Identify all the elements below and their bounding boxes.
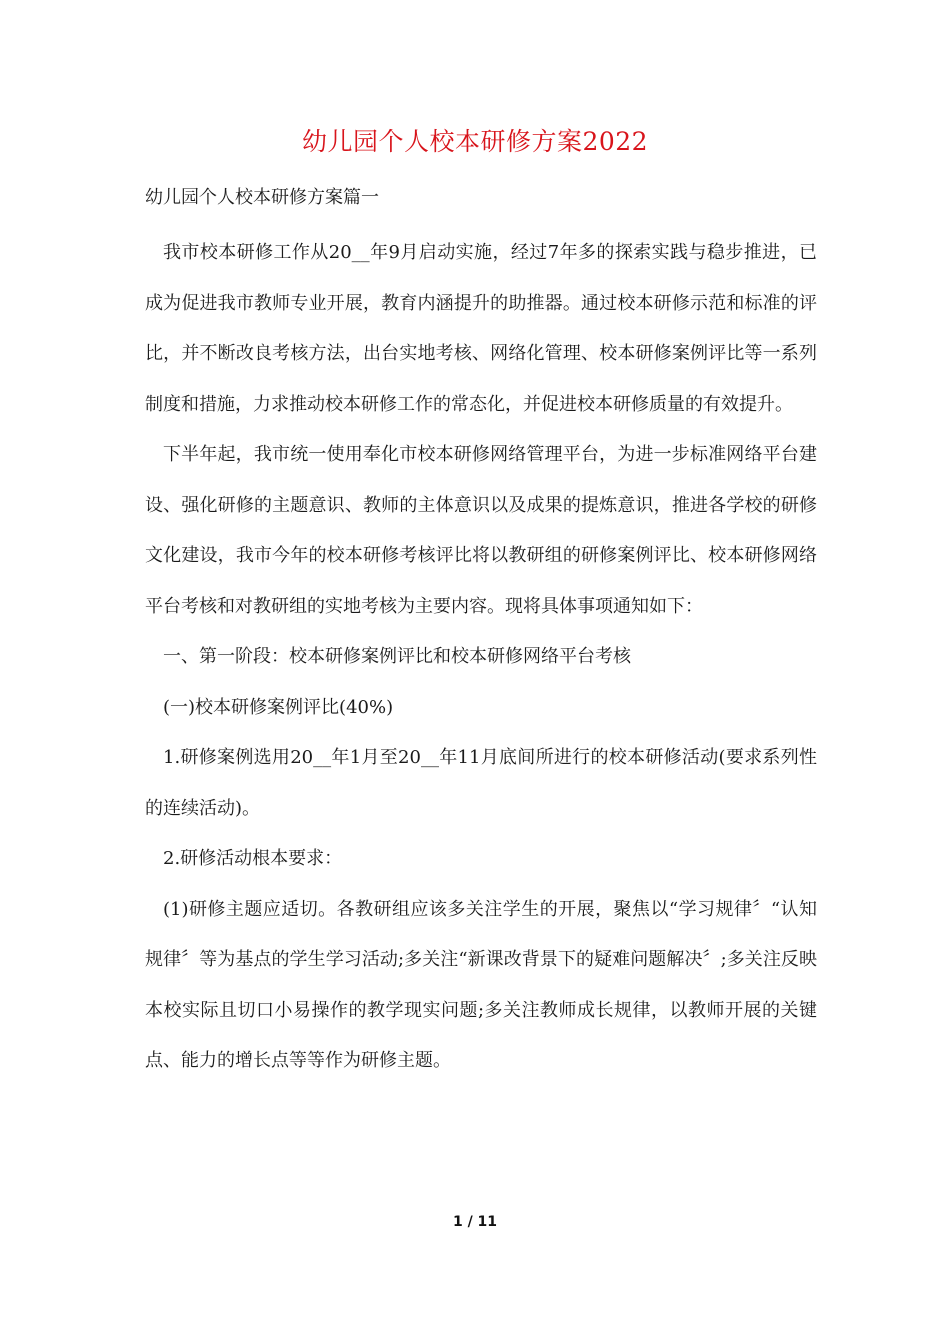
page-indicator: 1 / 11 [452,1214,498,1230]
paragraph: 1.研修案例选用20__年1月至20__年11月底间所进行的校本研修活动(要求系列性的连续活动)。 [145,747,817,819]
document-body [145,180,817,1087]
section-heading: 幼儿园个人校本研修方案篇一 [145,187,379,208]
document-title: 幼儿园个人校本研修方案2022 [301,127,649,156]
paragraph: 下半年起，我市统一使用奉化市校本研修网络管理平台，为进一步标准网络平台建设、强化研修的主题意识、教师的主体意识以及成果的提炼意识，推进各学校的研修文化建设，我市今年的校本研修考核评比将以教研组的研修案例评比、校本研修网络平台考核和对教研组的实地考核为主要内容。现将具体事项通知如下： [145,444,817,617]
paragraph: 2.研修活动根本要求： [163,848,343,869]
paragraph: (一)校本研修案例评比(40%) [163,696,394,718]
paragraph: (1)研修主题应适切。各教研组应该多关注学生的开展，聚焦以“学习规律〞“认知规律〞等为基点的学生学习活动;多关注“新课改背景下的疑难问题解决〞;多关注反映本校实际且切口小易操作的教学现实问题;多关注教师成长规律，以教师开展的关键点、能力的增长点等等作为研修主题。 [145,898,817,1071]
paragraph: 我市校本研修工作从20__年9月启动实施，经过7年多的探索实践与稳步推进，已成为促进我市教师专业开展，教育内涵提升的助推器。通过校本研修示范和标准的评比，并不断改良考核方法，出台实地考核、网络化管理、校本研修案例评比等一系列制度和措施，力求推动校本研修工作的常态化，并促进校本研修质量的有效提升。 [145,242,817,415]
paragraph: 一、第一阶段：校本研修案例评比和校本研修网络平台考核 [163,646,631,667]
